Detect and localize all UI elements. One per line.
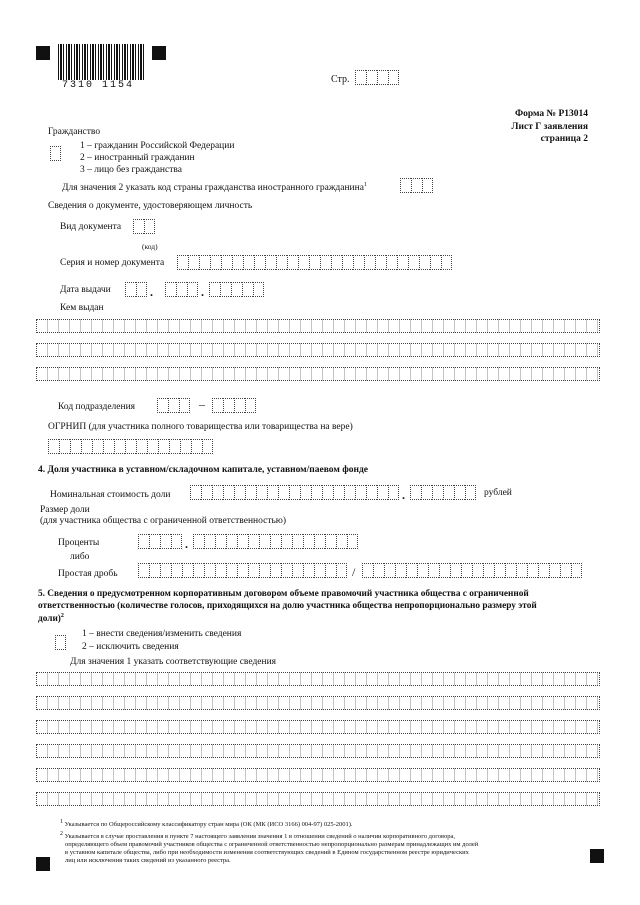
- section5-title-line3: доли)$^2$: [38, 613, 64, 625]
- country-code-note: Для значения 2 указать код страны гражданства иностранного гражданина$^1$: [62, 182, 367, 194]
- issue-day-cells[interactable]: [125, 282, 147, 297]
- share-size-label: Размер доли: [40, 505, 90, 515]
- page-number-cells[interactable]: [355, 70, 399, 85]
- nominal-kopecks-cells[interactable]: [410, 485, 476, 500]
- issue-year-cells[interactable]: [209, 282, 264, 297]
- section4-title: 4. Доля участника в уставном/складочном капитале, уставном/паевом фонде: [38, 465, 369, 475]
- fraction-denominator-cells[interactable]: [362, 563, 582, 578]
- top-right-marker: [152, 46, 166, 60]
- issue-month-cells[interactable]: [165, 282, 198, 297]
- section5-option-cell[interactable]: [55, 635, 66, 650]
- fraction-label: Простая дробь: [58, 569, 118, 579]
- section5-option-2: 2 – исключить сведения: [82, 642, 179, 652]
- country-code-cells[interactable]: [400, 178, 433, 193]
- form-sheet: Лист Г заявления: [511, 122, 588, 132]
- nominal-value-cells[interactable]: [190, 485, 399, 500]
- bottom-left-marker: [36, 857, 50, 871]
- percent-cells[interactable]: [138, 534, 182, 549]
- percent-separator: .: [185, 537, 188, 551]
- division-dash: –: [199, 397, 205, 411]
- section5-title-line1: 5. Сведения о предусмотренном корпоративным договором объеме правомочий участника общества с ограниченной: [38, 589, 529, 599]
- section5-detail-label: Для значения 1 указать соответствующие сведения: [70, 657, 277, 667]
- division-code-label: Код подразделения: [58, 402, 136, 412]
- section5-option-1: 1 – внести сведения/изменить сведения: [82, 629, 242, 639]
- page-label: Стр.: [331, 74, 350, 85]
- bottom-right-marker: [590, 849, 604, 863]
- footnote-2: 2 Указывается в случае проставления в пункте 7 настоящего заявления значения 1 в отношении сведений о наличии корпоративного договора, определяющего объем правомочий участников общества с ограниченной ответственностью непропорционально размерам принадлежащих им долей в уставном капитале общества, либо при необходимости изменения соответствующих сведений в Едином государственном реестре юридических лиц или исключения таких сведений из указанного реестра.: [60, 831, 479, 865]
- section5-title-line2: ответственностью (количестве голосов, приходящихся на долю участника общества непропорционально размеру этой: [38, 601, 537, 611]
- ogrnip-cells[interactable]: [48, 439, 213, 454]
- form-title: Форма № Р13014: [514, 109, 588, 119]
- issued-by-row-3[interactable]: [36, 367, 600, 381]
- citizenship-label: Гражданство: [48, 127, 101, 137]
- citizenship-option-1: 1 – гражданин Российской Федерации: [80, 141, 235, 151]
- issued-by-row-2[interactable]: [36, 343, 600, 357]
- doc-series-label: Серия и номер документа: [60, 258, 165, 268]
- doc-type-label: Вид документа: [60, 222, 122, 232]
- section5-row-6[interactable]: [36, 792, 600, 806]
- issue-date-label: Дата выдачи: [60, 285, 111, 295]
- section5-row-1[interactable]: [36, 672, 600, 686]
- share-size-sub: (для участника общества с ограниченной ответственностью): [40, 516, 287, 526]
- citizenship-option-2: 2 – иностранный гражданин: [80, 153, 195, 163]
- section5-row-4[interactable]: [36, 744, 600, 758]
- barcode-number: 7310 1154: [62, 80, 135, 91]
- ogrnip-label: ОГРНИП (для участника полного товарищества или товарищества на вере): [48, 422, 353, 432]
- fraction-numerator-cells[interactable]: [138, 563, 347, 578]
- nominal-value-separator: .: [402, 488, 405, 502]
- date-separator-1: .: [150, 285, 153, 299]
- doc-series-cells[interactable]: [177, 255, 452, 270]
- section5-row-2[interactable]: [36, 696, 600, 710]
- section5-row-5[interactable]: [36, 768, 600, 782]
- fraction-slash: /: [352, 565, 356, 579]
- percent-decimal-cells[interactable]: [193, 534, 358, 549]
- division-code-cells-1[interactable]: [157, 398, 190, 413]
- section5-row-3[interactable]: [36, 720, 600, 734]
- nominal-value-label: Номинальная стоимость доли: [50, 490, 171, 500]
- footnote-1: 1 Указывается по Общероссийскому классификатору стран мира (ОК (МК (ИСО 3166) 004-97) 025-2001).: [60, 819, 353, 829]
- issued-by-label: Кем выдан: [60, 303, 104, 313]
- citizenship-cell[interactable]: [50, 146, 61, 161]
- citizenship-option-3: 3 – лицо без гражданства: [80, 165, 182, 175]
- doc-type-cells[interactable]: [133, 219, 155, 234]
- rubles-label: рублей: [484, 488, 512, 498]
- form-page: страница 2: [540, 134, 588, 144]
- percent-label: Проценты: [58, 538, 100, 548]
- top-left-marker: [36, 46, 50, 60]
- barcode: [58, 44, 144, 80]
- identity-doc-header: Сведения о документе, удостоверяющем личность: [48, 201, 253, 211]
- or-label: либо: [70, 552, 90, 562]
- issued-by-row-1[interactable]: [36, 319, 600, 333]
- date-separator-2: .: [201, 285, 204, 299]
- code-label: (код): [142, 242, 158, 251]
- division-code-cells-2[interactable]: [212, 398, 256, 413]
